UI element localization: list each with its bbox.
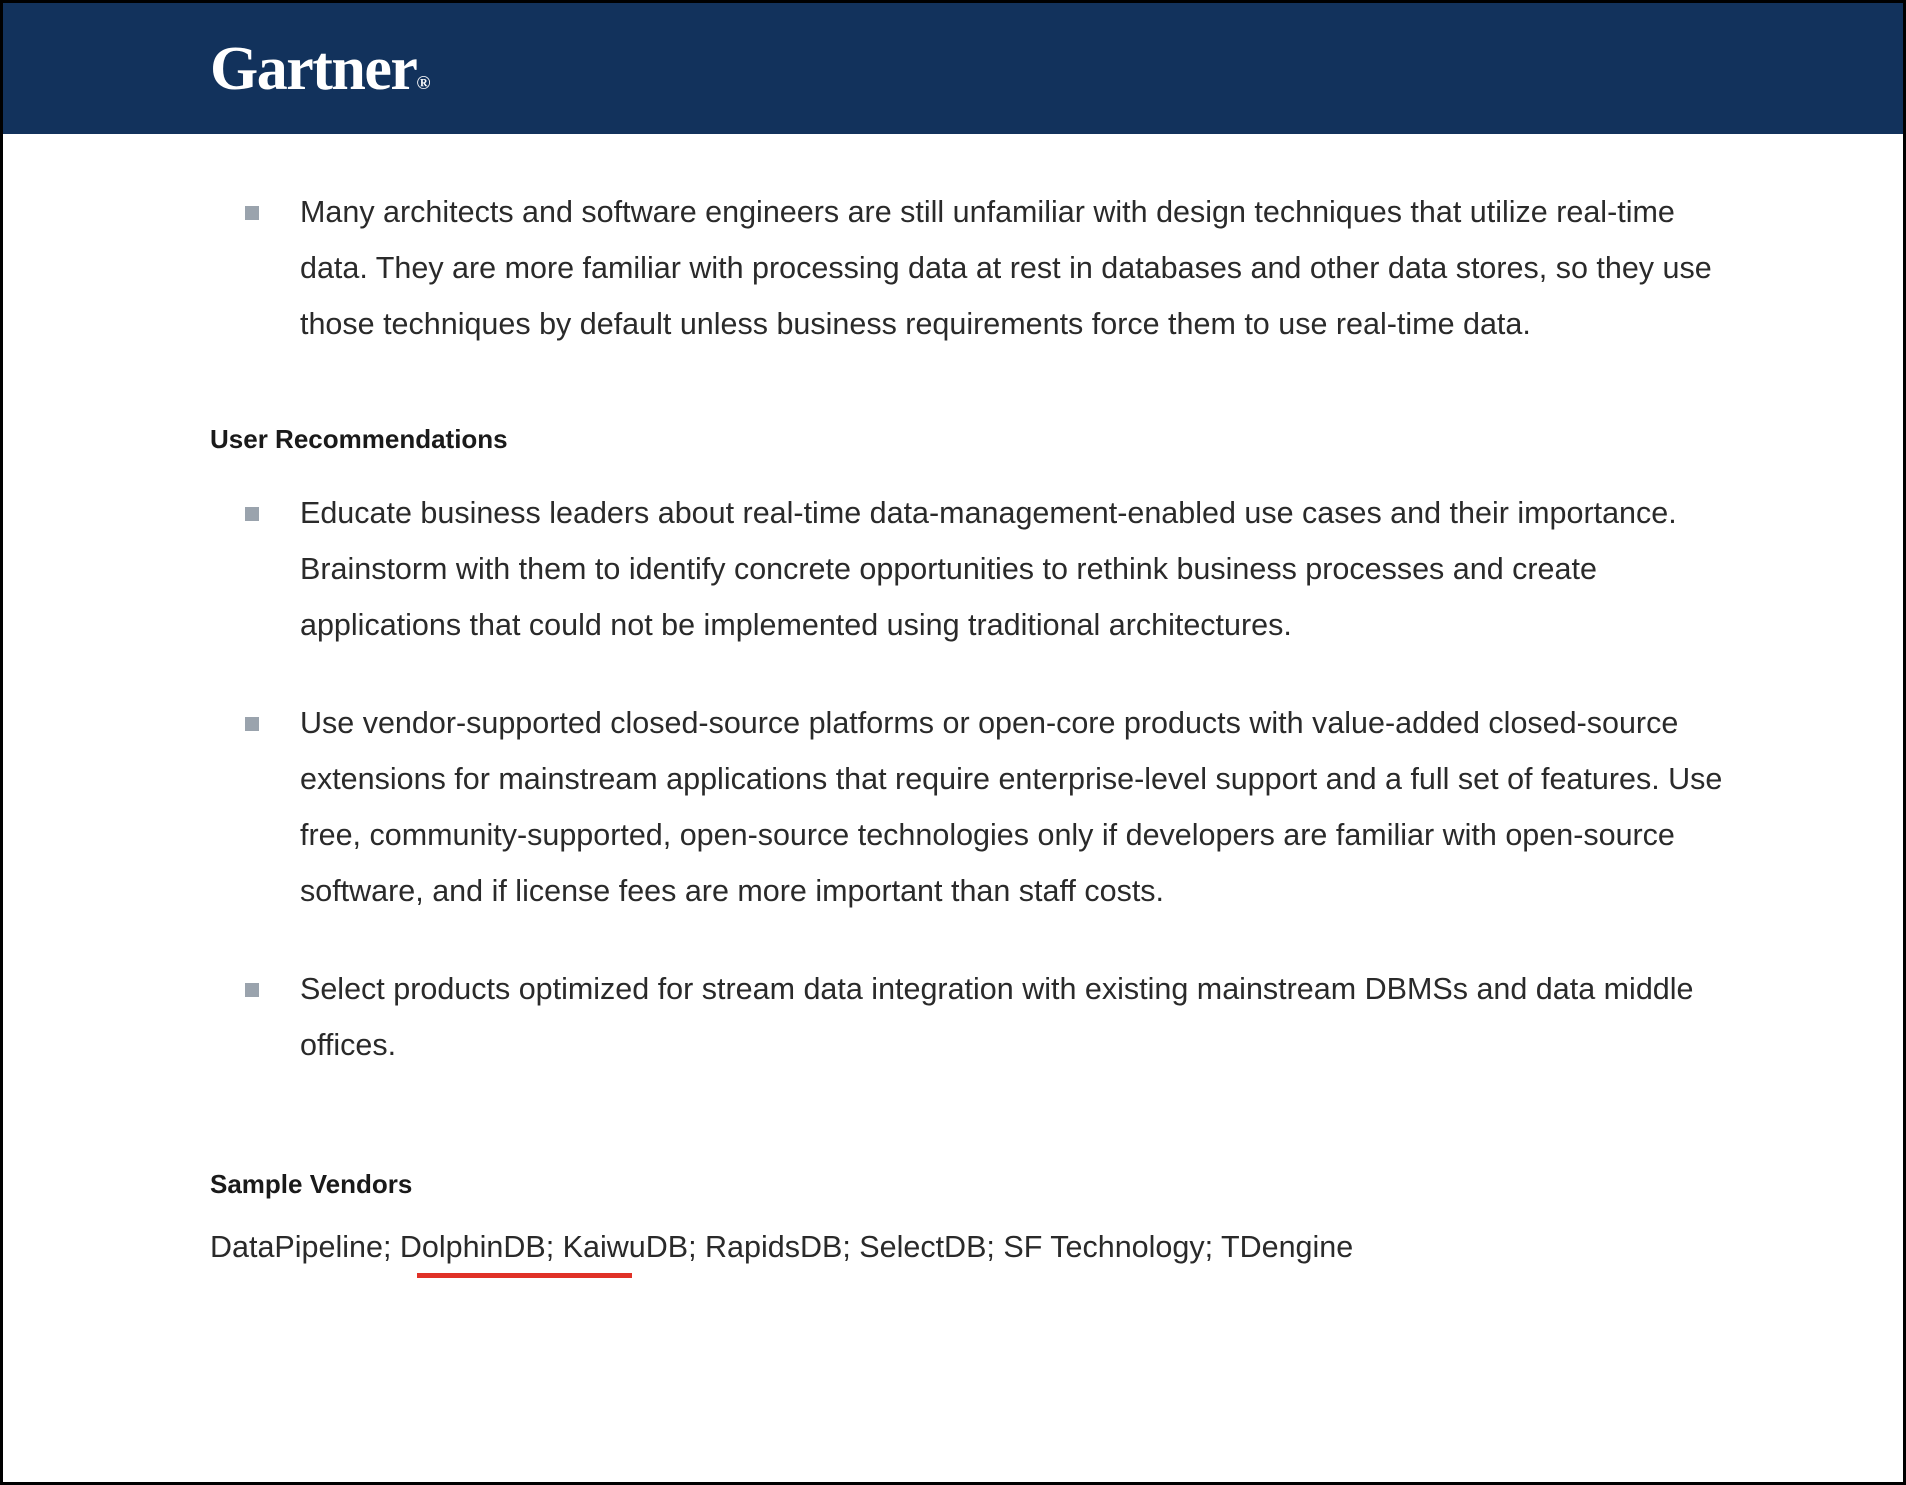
square-bullet-icon [245,206,259,220]
square-bullet-icon [245,717,259,731]
intro-bullet-list [210,134,1723,352]
sample-vendors-heading: Sample Vendors [210,1169,413,1200]
document-content [3,134,1903,1269]
red-underline-highlight [417,1273,632,1278]
bullet-text: Use vendor-supported closed-source platforms or open-core products with value-added closed-source extensions for mainstream applications that require enterprise-level support and a full set of features. Use free, community-supported, open-source technologies only if developers are familiar with open-source software, and if license fees are more important than staff costs. [300,706,1723,909]
gartner-logo [210,34,431,103]
bullet-text: Many architects and software engineers are still unfamiliar with design techniques that utilize real-time data. They are more familiar with processing data at rest in databases and other data stores, so they use those techniques by default unless business requirements force them to use real-time data. [300,195,1712,341]
bullet-text: Educate business leaders about real-time data-management-enabled use cases and their importance. Brainstorm with them to identify concrete opportunities to rethink business processes and create applications that could not be implemented using traditional architectures. [300,496,1677,643]
bullet-text: Select products optimized for stream data integration with existing mainstream DBMSs and data middle offices. [300,972,1694,1063]
gartner-header-bar [3,3,1903,134]
list-item [210,485,1723,653]
square-bullet-icon [245,507,259,521]
sample-vendors-list: DataPipeline; DolphinDB; KaiwuDB; RapidsDB; SelectDB; SF Technology; TDengine [210,1230,1354,1265]
gartner-logo-text: Gartner [210,34,417,103]
registered-trademark-icon: ® [416,72,431,94]
list-item [210,961,1723,1073]
user-recommendations-heading: User Recommendations [210,424,508,454]
list-item [210,695,1723,919]
user-recommendations-list [210,485,1723,1073]
list-item [210,184,1723,352]
square-bullet-icon [245,983,259,997]
sample-vendors-block [210,1226,1723,1269]
